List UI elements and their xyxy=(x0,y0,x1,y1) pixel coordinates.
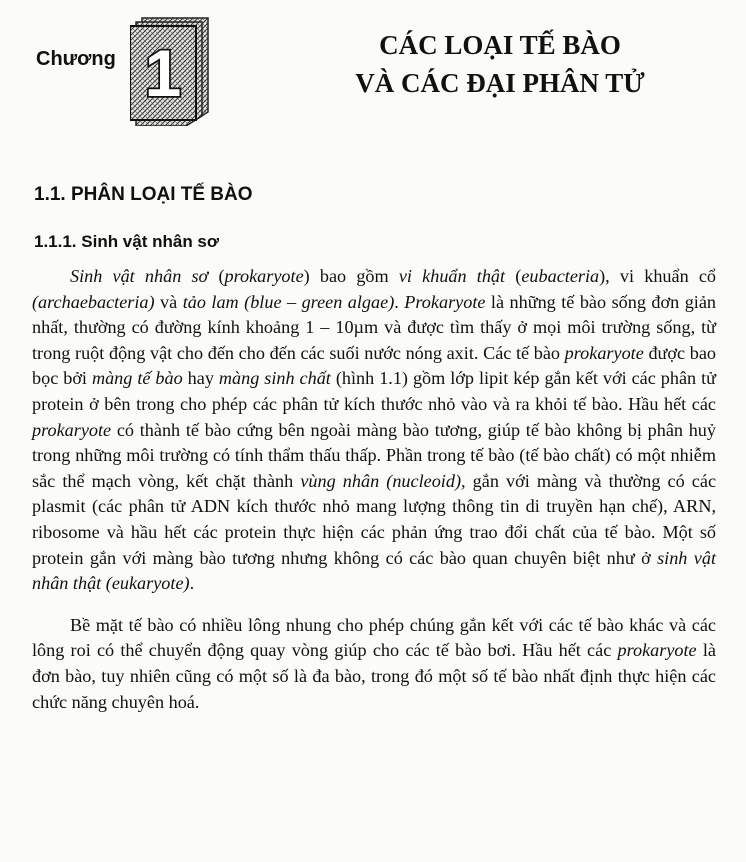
text-run: Bề mặt tế bào có nhiều lông nhung cho phép chúng gắn kết với các tế bào khác và các lông roi có thể chuyển động quay vòng giúp cho các tế bào bơi. Hầu hết các xyxy=(32,614,716,661)
text-run: là những tế bào sống đơn giản nhất, thường có đường kính khoảng 1 – 10µm và được tìm thấy ở mọi môi trường sống, từ trong ruột động vật cho đến cho đến các suối nước nóng axit. Các tế bào xyxy=(32,291,717,363)
italic-term: prokaryote xyxy=(617,640,697,661)
text-run: có thành tế bào cứng bên ngoài màng bào tương, giúp tế bào không bị phân huỷ trong những môi trường có tính thẩm thấu thấp. Phần trong tế bào (tế bào chất) có một nhiễm sắc thể mạch vòng, kết chặt thành xyxy=(32,419,716,491)
text-run: là đơn bào, tuy nhiên cũng có một số là đa bào, trong đó một số tế bào nhất định thực hiện các chức năng chuyên hoá. xyxy=(32,640,716,712)
italic-term: (archaebacteria) xyxy=(32,291,155,312)
chapter-number: 1 xyxy=(144,36,182,110)
italic-term: vùng nhân (nucleoid), xyxy=(300,470,466,491)
text-run: (hình 1.1) gồm lớp lipit kép gắn kết với các phân tử protein ở bên trong cho phép các phân tử kích thước nhỏ vào và ra khỏi tế bào. Hầu hết các xyxy=(32,368,716,414)
text-run: ( xyxy=(505,266,522,286)
text-run: hay xyxy=(182,368,219,389)
paragraph-2 xyxy=(32,613,716,715)
italic-term: tảo lam (blue – green algae) xyxy=(182,291,395,312)
text-run: gắn với màng và thường có các plasmit (các phân tử ADN kích thước nhỏ mang lượng thông tin di truyền hạn chế), ARN, ribosome và hầu hết các protein thực hiện các phản ứng trao đổi chất của tế bào. Một số protein gắn với màng bào tương nhưng không có các bào quan chuyên biệt như ở xyxy=(32,470,717,568)
text-run: và xyxy=(154,291,183,312)
section-heading: 1.1. PHÂN LOẠI TẾ BÀO xyxy=(34,184,253,205)
italic-term: prokaryote xyxy=(564,342,644,363)
italic-term: prokaryote xyxy=(224,266,304,286)
chapter-label: Chương xyxy=(36,48,116,70)
italic-term: màng tế bào xyxy=(91,368,183,389)
italic-term: prokaryote xyxy=(32,419,112,440)
italic-term: eubacteria xyxy=(521,266,600,286)
italic-term: vi khuẩn thật xyxy=(398,266,506,286)
text-run: ( xyxy=(208,266,225,286)
text-run: . xyxy=(394,291,405,312)
chapter-title-line-2: VÀ CÁC ĐẠI PHÂN TỬ xyxy=(355,68,645,98)
text-run: ) bao gồm xyxy=(303,266,399,286)
paragraph-1 xyxy=(32,264,716,597)
text-run: . xyxy=(189,573,195,594)
italic-term: Sinh vật nhân sơ xyxy=(70,266,209,286)
body-text xyxy=(32,264,716,731)
text-run: được bao bọc bởi xyxy=(32,342,717,389)
italic-term: Prokaryote xyxy=(404,291,486,312)
italic-term: sinh vật nhân thật (eukaryote) xyxy=(32,547,716,594)
subsection-heading: 1.1.1. Sinh vật nhân sơ xyxy=(34,232,219,251)
chapter-title-line-1: CÁC LOẠI TẾ BÀO xyxy=(379,30,621,60)
chapter-number-badge xyxy=(130,16,210,126)
text-run: ), vi khuẩn cổ xyxy=(599,266,717,286)
italic-term: màng sinh chất xyxy=(218,368,331,389)
chapter-title xyxy=(300,26,700,102)
